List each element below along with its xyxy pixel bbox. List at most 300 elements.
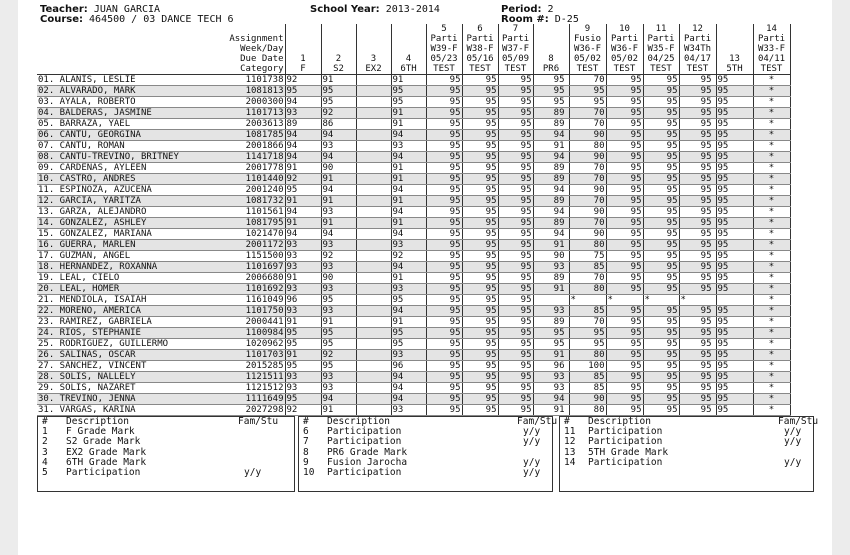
gradebook-page (18, 0, 832, 555)
grade-cell: 95 (426, 383, 462, 394)
column-header (716, 24, 753, 75)
column-detail: W36-F (573, 44, 602, 54)
grade-cell: 95 (606, 119, 643, 130)
student-id: 2001866 (209, 141, 285, 152)
student-id: 1101738 (209, 75, 285, 86)
grade-cell: * (753, 207, 790, 218)
table-row (37, 394, 790, 405)
grade-cell: 94 (533, 394, 569, 405)
grade-cell: 95 (426, 405, 462, 416)
grade-cell: * (753, 328, 790, 339)
grade-cell: * (753, 262, 790, 273)
table-row (37, 295, 790, 306)
column-detail: TEST (504, 64, 527, 74)
legend-number: 3 (42, 446, 48, 458)
student-name: 20. LEAL, HOMER (37, 284, 209, 295)
grade-cell (356, 108, 391, 119)
column-spacer (718, 44, 752, 54)
grade-cell: * (753, 273, 790, 284)
grade-cell: 95 (606, 130, 643, 141)
column-label: Parti (757, 34, 786, 44)
grade-cell: 95 (321, 339, 356, 350)
legend-description: Participation (327, 426, 402, 438)
period-value: 2 (547, 4, 554, 15)
column-label: S2 (333, 64, 344, 74)
grade-cell: 95 (426, 75, 462, 86)
legend-description: S2 Grade Mark (66, 436, 141, 448)
grade-cell: 94 (285, 97, 321, 108)
grade-cell: 95 (462, 240, 498, 251)
legend-number: # (303, 416, 309, 427)
grade-cell: 95 (498, 174, 533, 185)
grade-cell: 95 (462, 328, 498, 339)
grade-cell: 93 (321, 207, 356, 218)
grade-cell: 95 (498, 317, 533, 328)
grade-cell: * (753, 317, 790, 328)
table-row (37, 152, 790, 163)
grade-cell: 95 (643, 75, 679, 86)
table-row (37, 372, 790, 383)
legend-description: PR6 Grade Mark (327, 446, 408, 458)
grade-cell (356, 119, 391, 130)
grade-cell: 91 (321, 317, 356, 328)
table-row (37, 130, 790, 141)
grade-cell (356, 141, 391, 152)
legend-fam-stu: y/y (523, 426, 541, 438)
grade-cell: 100 (569, 361, 606, 372)
grade-cell: 95 (462, 317, 498, 328)
grade-cell: 96 (533, 361, 569, 372)
grade-cell: 70 (569, 218, 606, 229)
grade-cell: 94 (285, 229, 321, 240)
grade-cell: 95 (285, 394, 321, 405)
column-label: 5TH (726, 64, 743, 74)
grade-cell: 95 (716, 119, 753, 130)
column-header (462, 24, 498, 75)
grade-cell: 95 (533, 86, 569, 97)
student-id: 1121511 (209, 372, 285, 383)
student-name: 04. BALDERAS, JASMINE (37, 108, 209, 119)
grade-cell: 95 (716, 350, 753, 361)
course-value: 464500 / 03 DANCE TECH 6 (89, 14, 234, 25)
legend-number: 4 (42, 456, 48, 468)
grade-cell (356, 262, 391, 273)
grade-cell: 95 (426, 372, 462, 383)
grade-cell: 94 (321, 130, 356, 141)
grade-cell: 89 (285, 119, 321, 130)
grade-cell: 93 (391, 284, 426, 295)
grade-cell: 95 (285, 185, 321, 196)
grade-cell: 94 (285, 130, 321, 141)
grade-cell: 93 (285, 251, 321, 262)
student-name: 19. LEAL, CIELO (37, 273, 209, 284)
table-row (37, 328, 790, 339)
student-name: 07. CANTU, ROMAN (37, 141, 209, 152)
student-name: 13. GARZA, ALEJANDRO (37, 207, 209, 218)
grade-cell: 92 (321, 251, 356, 262)
grade-cell: 95 (426, 339, 462, 350)
legend-fam-stu: y/y (523, 456, 541, 468)
grade-cell: 95 (606, 251, 643, 262)
grade-cell: 70 (569, 196, 606, 207)
grade-cell: 94 (285, 207, 321, 218)
grade-cell: 95 (643, 229, 679, 240)
grade-cell: 75 (569, 251, 606, 262)
grade-cell: 95 (716, 75, 753, 86)
grade-cell: 91 (321, 218, 356, 229)
grade-cell: * (753, 108, 790, 119)
grade-cell: 91 (391, 174, 426, 185)
grade-cell: 95 (643, 273, 679, 284)
grade-cell: 95 (643, 350, 679, 361)
column-header (498, 24, 533, 75)
grade-cell: 94 (391, 394, 426, 405)
grade-cell: 95 (321, 295, 356, 306)
grade-cell: 93 (533, 306, 569, 317)
legend-number: 11 (564, 426, 576, 438)
column-detail: 05/09 (501, 54, 530, 64)
grade-cell: 93 (285, 383, 321, 394)
column-header (533, 24, 569, 75)
assignment-header-line: Week/Day (240, 44, 284, 54)
grade-cell: 95 (498, 130, 533, 141)
grade-cell: 94 (321, 229, 356, 240)
column-detail: TEST (576, 64, 599, 74)
grade-cell: 95 (643, 262, 679, 273)
grade-cell: 95 (426, 152, 462, 163)
legend-number: 6 (303, 426, 309, 438)
grade-cell: 80 (569, 405, 606, 416)
assignment-header-line: Assignment (229, 34, 284, 44)
grade-cell: 95 (679, 306, 716, 317)
grade-cell: 92 (321, 108, 356, 119)
grade-cell: 94 (285, 141, 321, 152)
teacher-value: JUAN GARCIA (93, 4, 161, 15)
grade-cell: 95 (498, 218, 533, 229)
grade-cell: * (753, 185, 790, 196)
grade-cell (356, 163, 391, 174)
grade-cell: 95 (606, 405, 643, 416)
grade-cell: 93 (321, 372, 356, 383)
grade-cell: 95 (643, 97, 679, 108)
table-row (37, 273, 790, 284)
grade-cell: 95 (679, 361, 716, 372)
student-name: 11. ESPINOZA, AZUCENA (37, 185, 209, 196)
grade-cell: 95 (716, 163, 753, 174)
assignment-header (209, 24, 285, 75)
grade-cell: 93 (391, 240, 426, 251)
grade-cell: 91 (533, 350, 569, 361)
column-number: 12 (692, 24, 703, 34)
column-detail: 04/17 (683, 54, 712, 64)
table-row (37, 229, 790, 240)
column-spacer (323, 34, 355, 44)
grade-cell: 95 (679, 273, 716, 284)
grade-cell: 93 (391, 405, 426, 416)
grade-cell: 95 (285, 339, 321, 350)
column-spacer (323, 24, 355, 34)
grade-cell: 94 (533, 130, 569, 141)
table-row (37, 97, 790, 108)
legend-description: Participation (327, 436, 402, 448)
grade-cell: 95 (679, 185, 716, 196)
grade-cell: * (753, 295, 790, 306)
column-spacer (393, 24, 425, 34)
student-id: 1081732 (209, 196, 285, 207)
grade-cell: 95 (426, 97, 462, 108)
column-spacer (358, 44, 390, 54)
grade-cell: 95 (606, 163, 643, 174)
grade-cell: 91 (533, 284, 569, 295)
table-row (37, 75, 790, 86)
column-spacer (718, 34, 752, 44)
grade-cell: 91 (285, 163, 321, 174)
grade-cell: 95 (679, 86, 716, 97)
grade-cell: 91 (391, 317, 426, 328)
student-name: 14. GONZALEZ, ASHLEY (37, 218, 209, 229)
grade-cell: 89 (533, 218, 569, 229)
column-number: 14 (766, 24, 777, 34)
grade-cell: 91 (391, 218, 426, 229)
legend-fam-stu: y/y (244, 466, 262, 478)
table-row (37, 251, 790, 262)
grade-cell: 93 (391, 141, 426, 152)
legend-description: 6TH Grade Mark (66, 456, 147, 468)
grade-cell: 92 (285, 405, 321, 416)
grade-cell: 95 (462, 372, 498, 383)
legend-description: EX2 Grade Mark (66, 446, 147, 458)
grade-cell: 95 (606, 108, 643, 119)
grade-cell: 95 (391, 97, 426, 108)
grade-cell: 93 (321, 383, 356, 394)
grade-cell: 91 (321, 174, 356, 185)
legend-number: # (42, 416, 48, 427)
column-label: Parti (683, 34, 712, 44)
legend-fam-stu: y/y (784, 436, 802, 448)
grade-cell (356, 273, 391, 284)
column-detail: TEST (613, 64, 636, 74)
student-id: 1101703 (209, 350, 285, 361)
grade-cell: 95 (498, 163, 533, 174)
grade-cell: 92 (321, 350, 356, 361)
column-spacer (287, 44, 320, 54)
grade-cell: 95 (285, 86, 321, 97)
grade-cell: * (753, 394, 790, 405)
grade-cell: 93 (285, 262, 321, 273)
column-spacer (718, 24, 752, 34)
legend-box (298, 416, 558, 492)
grade-cell: 95 (643, 185, 679, 196)
grade-cell: 95 (679, 229, 716, 240)
grade-cell: 95 (679, 218, 716, 229)
grade-cell: * (753, 196, 790, 207)
student-id: 1151500 (209, 251, 285, 262)
grade-cell: * (753, 405, 790, 416)
grade-cell: 94 (391, 207, 426, 218)
grade-cell: 91 (321, 75, 356, 86)
grade-cell: 91 (391, 196, 426, 207)
legend-description: Description (327, 416, 390, 427)
legend-number: 9 (303, 456, 309, 468)
student-id: 1101750 (209, 306, 285, 317)
grade-cell: * (753, 130, 790, 141)
grade-cell: 93 (285, 372, 321, 383)
grade-cell: 95 (462, 207, 498, 218)
grade-cell: 95 (679, 251, 716, 262)
grade-cell: 95 (285, 361, 321, 372)
grade-cell: 94 (321, 394, 356, 405)
grade-cell: 95 (498, 306, 533, 317)
grade-cell: * (753, 339, 790, 350)
grade-cell: 95 (533, 75, 569, 86)
grade-cell: 95 (643, 240, 679, 251)
grade-cell: 94 (285, 152, 321, 163)
grade-cell: 95 (462, 339, 498, 350)
column-detail: 05/16 (466, 54, 494, 64)
grade-cell: 89 (533, 163, 569, 174)
grade-cell: 95 (679, 240, 716, 251)
legend-description: Participation (588, 436, 663, 448)
grade-cell: 95 (462, 284, 498, 295)
legend-number: 13 (564, 446, 576, 458)
student-name: 06. CANTU, GEORGINA (37, 130, 209, 141)
grade-cell: 95 (462, 251, 498, 262)
student-name: 05. BARRAZA, YAEL (37, 119, 209, 130)
period-label: Period: (501, 4, 542, 15)
grade-cell: 95 (716, 273, 753, 284)
grade-cell: 95 (679, 317, 716, 328)
legend-box (37, 416, 295, 492)
grade-cell: * (753, 141, 790, 152)
grade-cell: 95 (643, 306, 679, 317)
grade-cell: 95 (606, 262, 643, 273)
student-id: 2015285 (209, 361, 285, 372)
grade-cell (356, 86, 391, 97)
grade-cell: 93 (285, 240, 321, 251)
grade-cell: 95 (426, 394, 462, 405)
grade-cell (356, 339, 391, 350)
student-id: 1111649 (209, 394, 285, 405)
student-name: 21. MENDIOLA, ISAIAH (37, 295, 209, 306)
legend-number: 2 (42, 436, 48, 448)
grade-cell: 95 (498, 240, 533, 251)
grade-cell: 95 (606, 273, 643, 284)
legend-description: Description (588, 416, 651, 427)
column-detail: W33-F (757, 44, 786, 54)
grade-cell: 93 (285, 306, 321, 317)
grade-cell (356, 229, 391, 240)
grade-cell: 95 (606, 383, 643, 394)
grade-cell: 95 (391, 328, 426, 339)
grade-cell: 95 (426, 119, 462, 130)
grade-cell: 95 (498, 196, 533, 207)
column-label: PR6 (542, 64, 560, 74)
grade-cell: 93 (533, 262, 569, 273)
grade-cell: 70 (569, 174, 606, 185)
grade-cell: 95 (462, 262, 498, 273)
column-detail: TEST (760, 64, 783, 74)
column-number: 9 (584, 24, 591, 34)
column-number: 2 (335, 54, 342, 64)
legend-number: 1 (42, 426, 48, 438)
grade-cell: 95 (716, 218, 753, 229)
grade-cell: 95 (498, 372, 533, 383)
grade-cell: 85 (569, 306, 606, 317)
grade-cell (356, 372, 391, 383)
grade-cell: 95 (498, 284, 533, 295)
column-detail: TEST (433, 64, 455, 74)
column-spacer (393, 34, 425, 44)
grade-cell: 95 (643, 163, 679, 174)
grade-cell: * (753, 218, 790, 229)
grade-cell: 95 (716, 130, 753, 141)
grade-cell: 95 (716, 372, 753, 383)
legend-fam-stu: Fam/Stu (238, 416, 279, 427)
grade-cell: 95 (716, 196, 753, 207)
column-number: 3 (370, 54, 377, 64)
column-number: 1 (300, 54, 306, 64)
grade-cell: 95 (462, 361, 498, 372)
grade-cell: 95 (679, 207, 716, 218)
grade-cell: 95 (679, 383, 716, 394)
grade-cell: 92 (285, 174, 321, 185)
column-spacer (535, 34, 568, 44)
column-detail: W36-F (610, 44, 639, 54)
column-number: 7 (512, 24, 519, 34)
grade-cell: 95 (462, 108, 498, 119)
grade-cell: 95 (606, 317, 643, 328)
grade-cell (356, 394, 391, 405)
student-name: 03. AYALA, ROBERTO (37, 97, 209, 108)
grade-cell: * (753, 372, 790, 383)
grade-cell: 95 (643, 328, 679, 339)
grade-cell: 95 (716, 284, 753, 295)
student-name: 01. ALANIS, LESLIE (37, 75, 209, 86)
grade-cell: 95 (716, 185, 753, 196)
grade-cell: 95 (606, 350, 643, 361)
student-name: 22. MORENO, AMERICA (37, 306, 209, 317)
grade-cell: 95 (462, 273, 498, 284)
legend-number: 10 (303, 466, 315, 478)
grade-cell: 95 (606, 328, 643, 339)
grade-cell: 95 (462, 141, 498, 152)
grade-cell: 95 (498, 350, 533, 361)
grade-cell: 89 (533, 196, 569, 207)
column-detail: TEST (686, 64, 709, 74)
student-id: 1121512 (209, 383, 285, 394)
grade-cell: 95 (498, 383, 533, 394)
grade-cell: 95 (679, 108, 716, 119)
column-label: Parti (466, 34, 494, 44)
student-id: 1081813 (209, 86, 285, 97)
grade-cell: 94 (391, 383, 426, 394)
legend-description: Participation (66, 466, 141, 478)
grade-cell: 95 (606, 306, 643, 317)
grade-cell: 95 (426, 130, 462, 141)
grade-cell: 95 (426, 229, 462, 240)
grade-cell: 93 (285, 284, 321, 295)
table-row (37, 86, 790, 97)
grade-cell: 91 (285, 317, 321, 328)
grade-cell: 94 (533, 229, 569, 240)
table-row (37, 196, 790, 207)
grade-cell: 90 (321, 163, 356, 174)
grade-cell: 91 (391, 108, 426, 119)
grade-cell: 95 (462, 229, 498, 240)
grade-cell: 95 (716, 152, 753, 163)
grade-cell: 95 (569, 97, 606, 108)
legend-number: 12 (564, 436, 576, 448)
